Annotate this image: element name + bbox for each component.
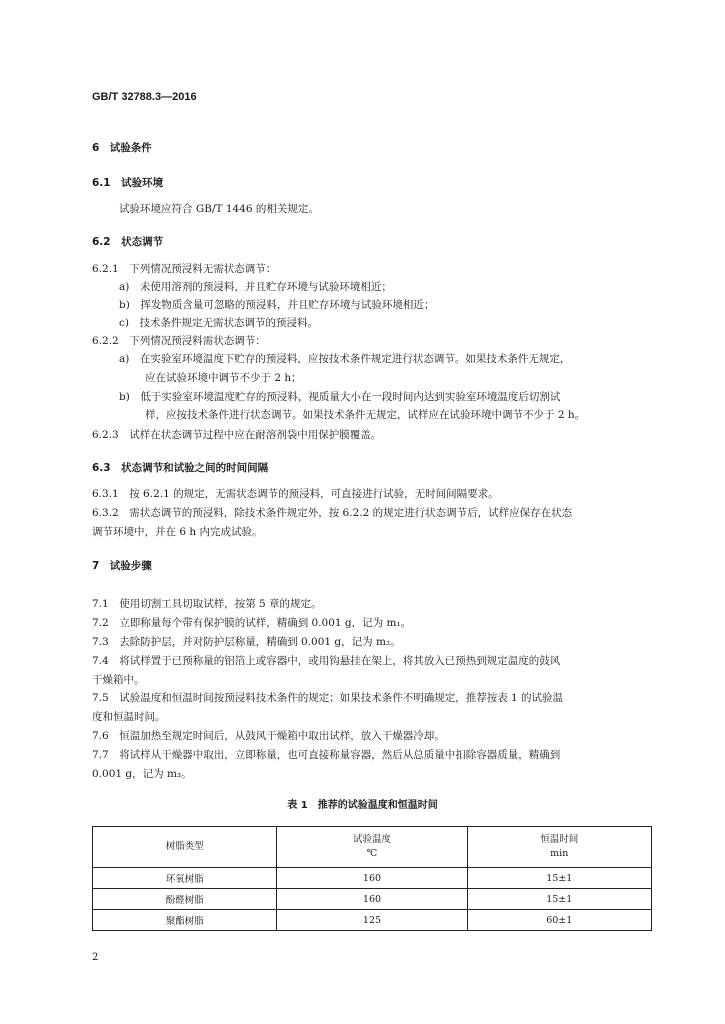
list-item-6-2-2-b-line1: b) 低于实验室环境温度贮存的预浸料，视质量大小在一段时间内达到实验室环境温度后切割试 [119,391,561,403]
header-test-temperature-label: 试验温度 [352,834,391,845]
section-6-3-heading: 6.3 状态调节和试验之间的时间间隔 [92,462,269,474]
cell-temp: 125 [277,910,467,931]
cell-temp: 160 [277,889,467,910]
cell-resin: 环氧树脂 [93,868,277,889]
cell-time: 60±1 [467,910,651,931]
cell-time: 15±1 [467,868,651,889]
table-row [93,910,652,931]
step-7-4-line2: 干燥箱中。 [92,674,145,686]
section-6-heading: 6 试验条件 [92,142,152,154]
table-1 [92,826,652,931]
table-row [93,889,652,910]
list-item-6-2-2-a-line1: a) 在实验室环境温度下贮存的预浸料，应按技术条件规定进行状态调节。如果技术条件无规定， [119,353,571,365]
step-7-7-line1: 7.7 将试样从干燥器中取出，立即称量，也可直接称量容器，然后从总质量中扣除容器质量，精确到 [92,749,561,761]
clause-6-2-2: 6.2.2 下列情况预浸料需状态调节： [92,335,266,347]
header-test-temperature [277,827,467,868]
list-item-6-2-1-a: a) 未使用溶剂的预浸料，并且贮存环境与试验环境相近； [119,281,392,293]
list-item-6-2-2-a-line2: 应在试验环境中调节不少于 2 h； [145,372,302,384]
clause-6-2-1: 6.2.1 下列情况预浸料无需状态调节： [92,263,277,275]
step-7-7-line2: 0.001 g，记为 m₃。 [92,768,192,780]
section-6-2-heading: 6.2 状态调节 [92,236,164,248]
step-7-2: 7.2 立即称量每个带有保护膜的试样，精确到 0.001 g，记为 m₁。 [92,617,412,629]
step-7-5-line2: 度和恒温时间。 [92,711,166,723]
header-hold-time-unit: min [550,848,569,859]
section-6-1-paragraph: 试验环境应符合 GB/T 1446 的相关规定。 [119,203,319,215]
list-item-6-2-1-c: c) 技术条件规定无需状态调节的预浸料。 [119,317,318,329]
cell-resin: 聚酯树脂 [93,910,277,931]
section-7-heading: 7 试验步骤 [92,560,152,572]
header-hold-time-label: 恒温时间 [540,834,579,845]
header-hold-time [467,827,651,868]
step-7-4-line1: 7.4 将试样置于已预称量的铝箔上或容器中，或用钩悬挂在架上，将其放入已预热到规定温度的鼓风 [92,655,561,667]
standard-number: GB/T 32788.3—2016 [92,91,197,103]
clause-6-3-2-line2: 调节环境中，并在 6 h 内完成试验。 [92,526,263,538]
section-6-1-heading: 6.1 试验环境 [92,177,164,189]
list-item-6-2-1-b: b) 挥发物质含量可忽略的预浸料，并且贮存环境与试验环境相近； [119,299,435,311]
table-1-caption: 表 1 推荐的试验温度和恒温时间 [287,800,438,811]
header-resin-type: 树脂类型 [93,827,277,868]
clause-6-3-1: 6.3.1 按 6.2.1 的规定，无需状态调节的预浸料，可直接进行试验，无时间间隔要求。 [92,488,499,500]
step-7-1: 7.1 使用切割工具切取试样，按第 5 章的规定。 [92,598,322,610]
header-test-temperature-unit: ℃ [366,848,378,859]
step-7-6: 7.6 恒温加热至规定时间后，从鼓风干燥箱中取出试样，放入干燥器冷却。 [92,730,445,742]
table-header-row [93,827,652,868]
list-item-6-2-2-b-line2: 样，应按技术条件进行状态调节。如果技术条件无规定，试样应在试验环境中调节不少于 2 h。 [145,409,586,421]
clause-6-3-2-line1: 6.3.2 需状态调节的预浸料，除技术条件规定外，按 6.2.2 的规定进行状态调节后，试样应保存在状态 [92,507,573,519]
cell-resin: 酚醛树脂 [93,889,277,910]
step-7-3: 7.3 去除防护层，并对防护层称量，精确到 0.001 g，记为 m₂。 [92,636,401,648]
cell-time: 15±1 [467,889,651,910]
cell-temp: 160 [277,868,467,889]
step-7-5-line1: 7.5 试验温度和恒温时间按预浸料技术条件的规定；如果技术条件不明确规定，推荐按表 1 的试验温 [92,692,564,704]
table-row [93,868,652,889]
clause-6-2-3: 6.2.3 试样在状态调节过程中应在耐溶剂袋中用保护膜覆盖。 [92,429,382,441]
page-number: 2 [92,952,99,963]
